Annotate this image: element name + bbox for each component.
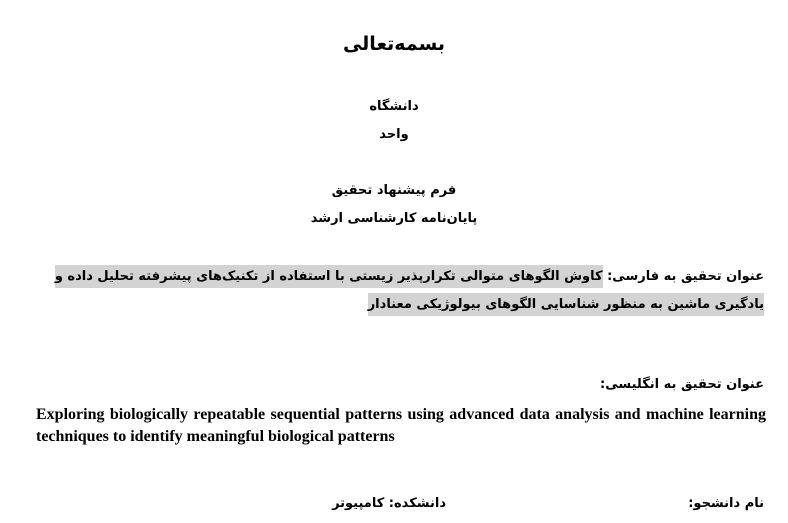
university-line: دانشگاه — [369, 99, 419, 114]
form-title: فرم پیشنهاد تحقیق — [331, 183, 457, 198]
unit-line: واحد — [379, 127, 409, 142]
persian-title-block — [32, 263, 764, 319]
english-title-label: عنوان تحقیق به انگلیسی: — [600, 377, 764, 392]
faculty-label: دانشکده: کامپیوتر — [332, 496, 446, 511]
basmala-heading: بسمه‌تعالی — [342, 33, 446, 55]
persian-title-value: کاوش الگوهای متوالی تکرارپذیر زیستی با استفاده از تکنیک‌های پیشرفته تحلیل داده و یادگیری ماشین به منظور شناسایی الگوهای بیولوژیکی معنادار — [55, 265, 764, 316]
student-name-label: نام دانشجو: — [688, 496, 764, 511]
english-title-value: Exploring biologically repeatable sequential patterns using advanced data analysis and machine learning techniques to identify meaningful biological patterns — [36, 406, 766, 445]
thesis-level: پایان‌نامه کارشناسی ارشد — [310, 211, 478, 226]
persian-title-label: عنوان تحقیق به فارسی: — [607, 269, 764, 284]
